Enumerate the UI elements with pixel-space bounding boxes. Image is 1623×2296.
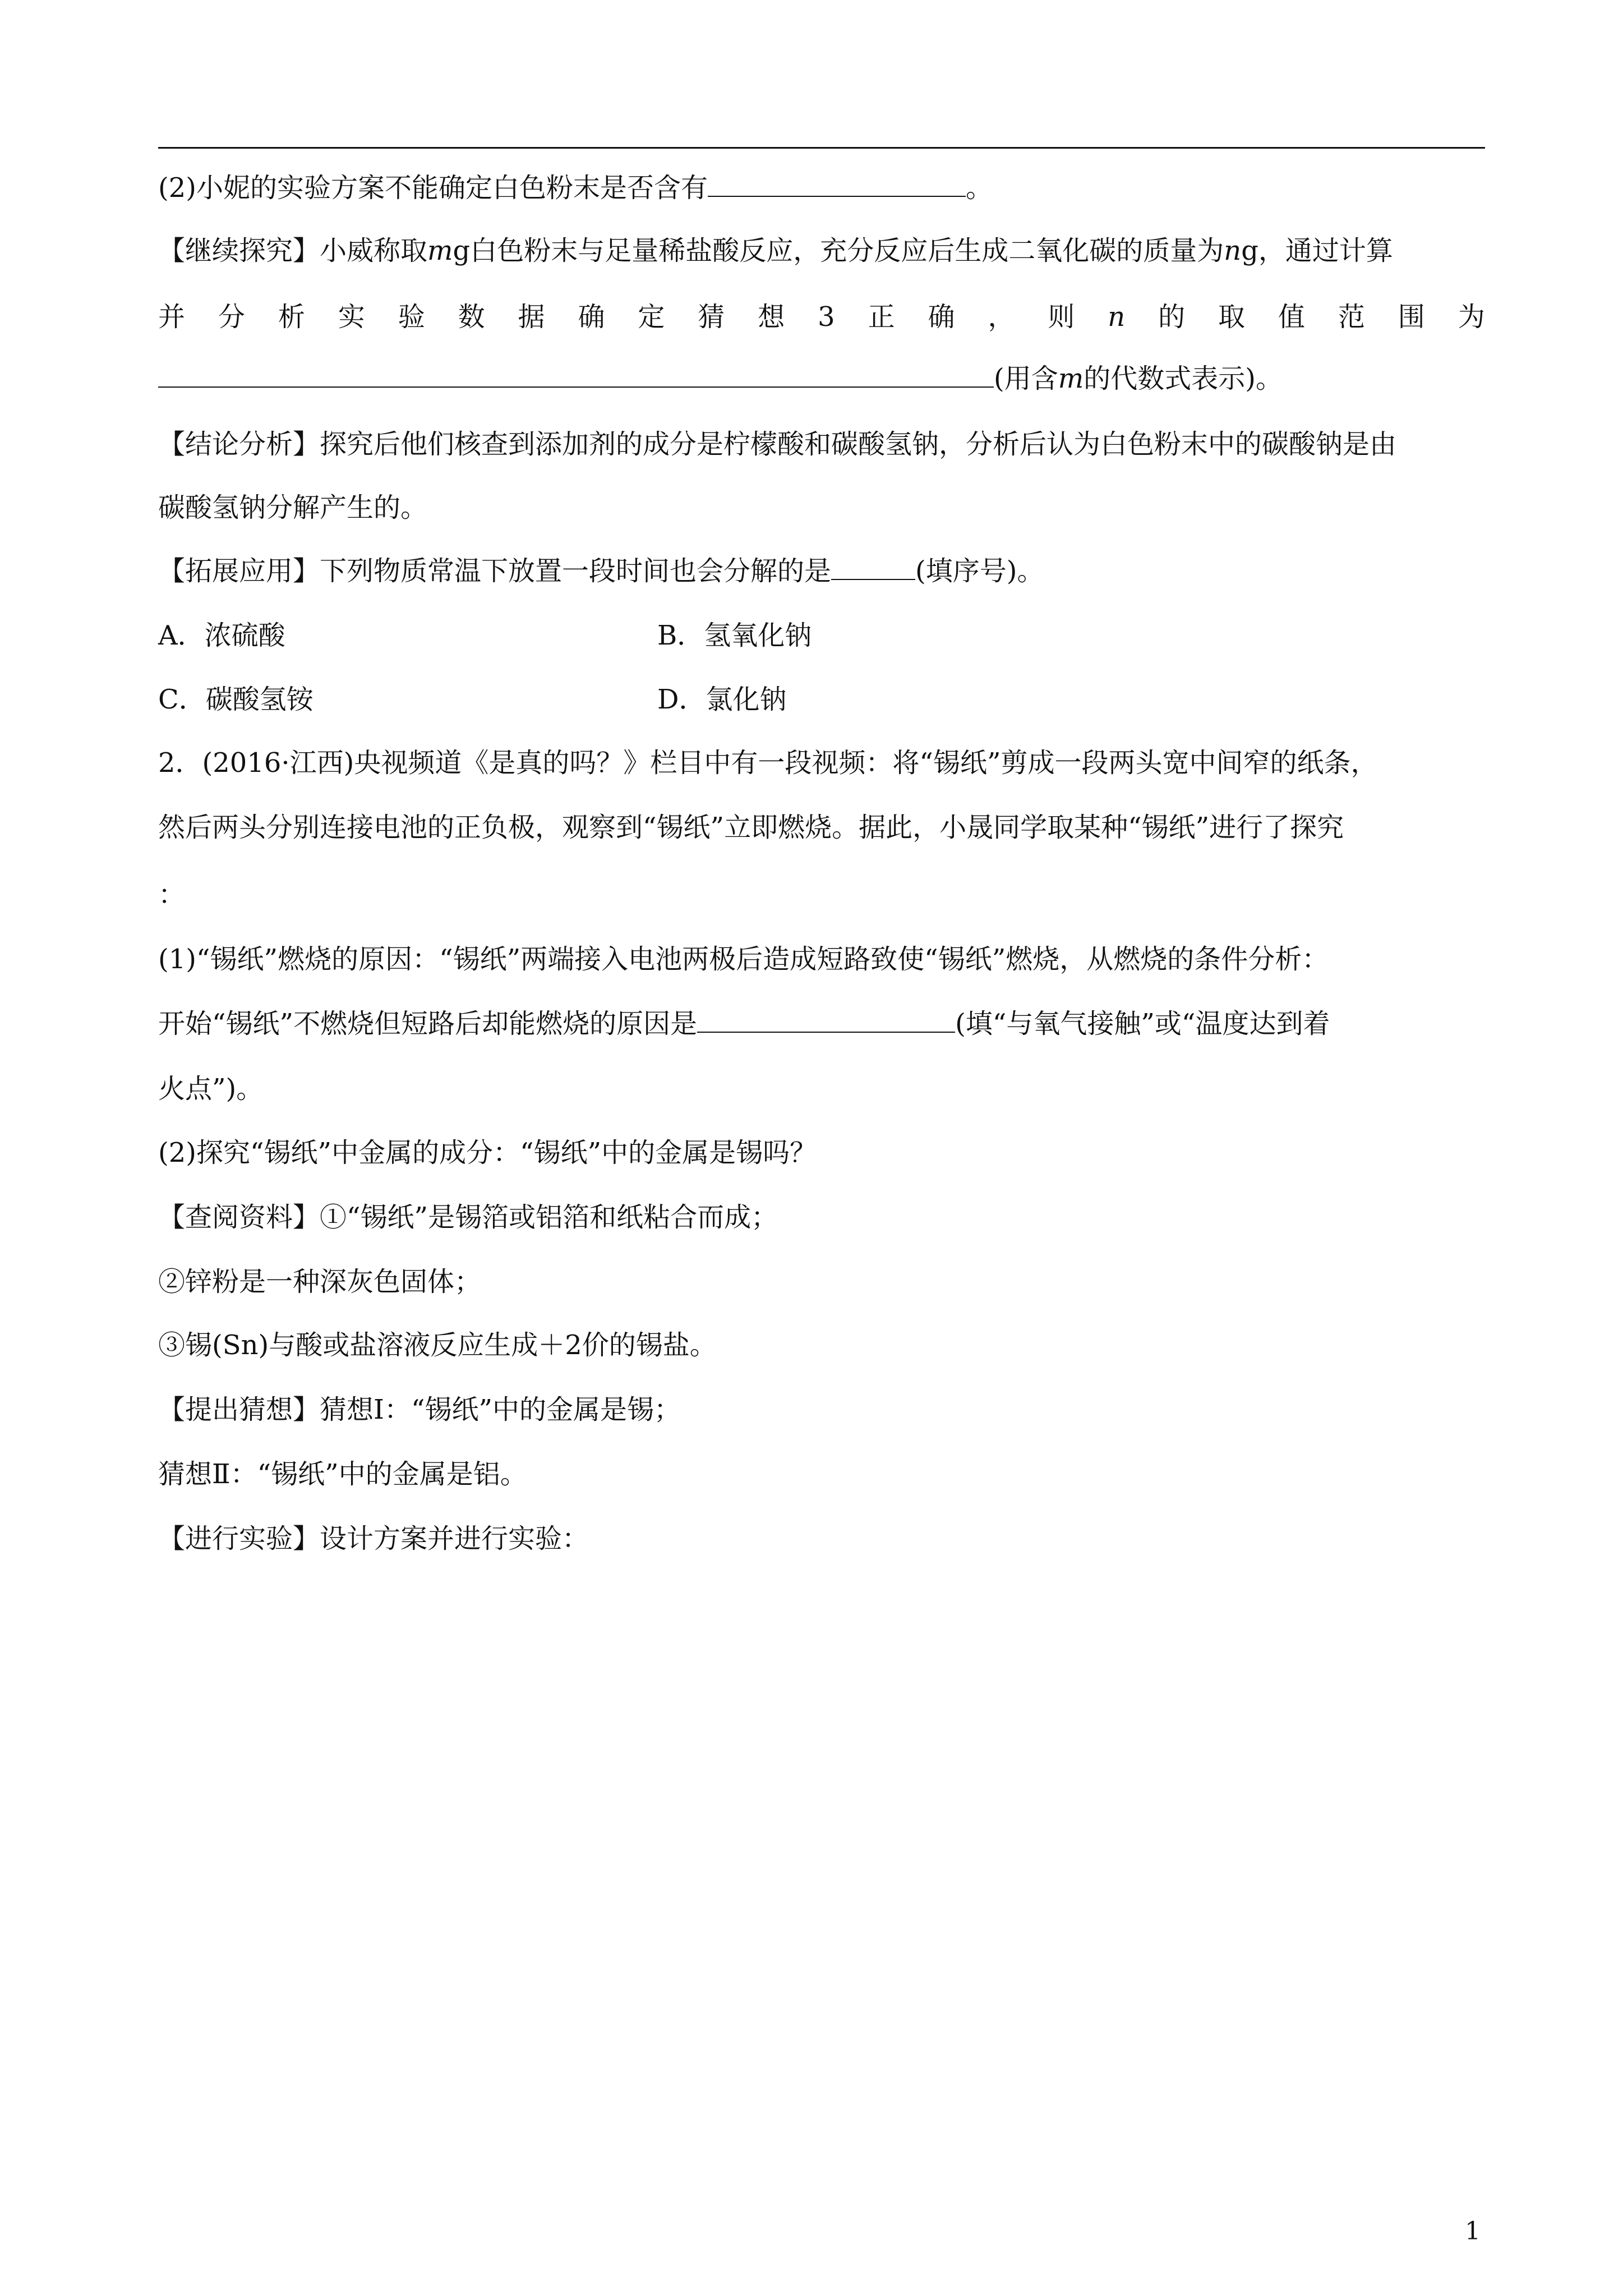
char: 并 [158,301,186,333]
hypothesis-text: 【提出猜想】猜想Ⅰ：“锡纸”中的金属是锡； [158,1394,681,1425]
option-a: A．浓硫酸 [158,620,285,651]
q2-p1-text: (1)“锡纸”燃烧的原因：“锡纸”两端接入电池两极后造成短路致使“锡纸”燃烧，从燃烧的条件分析： [158,944,1329,975]
text-run: g，通过计算 [1241,235,1393,266]
ref-line2 [158,1262,1485,1301]
q2-text: ： [158,879,186,910]
char: 确 [928,301,955,333]
char: 想 [758,301,785,333]
variable-m: m [427,235,453,266]
char: 据 [518,301,545,333]
text-run: 小威称取 [320,235,428,266]
continue-explore-line1 [158,231,1485,270]
q2-p1-line1 [158,940,1485,979]
q1-part2-line [158,168,1485,208]
text-run: 的代数式表示)。 [1083,363,1283,394]
q2-text: 2．(2016·江西)央视频道《是真的吗？》栏目中有一段视频：将“锡纸”剪成一段两头宽中间窄的纸条， [158,747,1378,779]
reference-text: ③锡(Sn)与酸或盐溶液反应生成＋2价的锡盐。 [158,1329,717,1361]
variable-n: n [1224,235,1242,266]
q1-part2-text: (2)小妮的实验方案不能确定白色粉末是否含有 [158,172,708,204]
char: 实 [338,301,365,333]
char: 析 [278,301,305,333]
q2-p2-line [158,1133,1485,1172]
answer-blank[interactable] [708,171,966,197]
conclusion-line1 [158,425,1485,464]
ref-line3 [158,1326,1485,1365]
char: 围 [1398,301,1425,333]
experiment-line [158,1519,1485,1558]
extend-line [158,551,1485,591]
char: 则 [1048,301,1075,333]
experiment-text: 【进行实验】设计方案并进行实验： [158,1523,589,1554]
char: 值 [1278,301,1305,333]
q2-p1-text: 开始“锡纸”不燃烧但短路后却能燃烧的原因是 [158,1008,698,1039]
reference-text: ②锌粉是一种深灰色固体； [158,1266,482,1297]
q2-text: 然后两头分别连接电池的正负极，观察到“锡纸”立即燃烧。据此，小晟同学取某种“锡纸”进行了探究 [158,812,1344,843]
header-rule [158,147,1485,149]
ref-line1 [158,1198,1485,1237]
conclusion-line2 [158,488,1485,527]
hypothesis-line2 [158,1455,1485,1494]
q2-line1 [158,743,1485,783]
conclusion-text: 碳酸氢钠分解产生的。 [158,492,428,523]
q2-line3 [158,875,1485,914]
option-b: B．氢氧化钠 [657,620,812,651]
char: 分 [218,301,245,333]
option-d: D．氯化钠 [657,684,787,715]
char: 的 [1158,301,1186,333]
q2-p1-line2 [158,1004,1485,1043]
q2-line2 [158,808,1485,847]
hypothesis-text: 猜想Ⅱ：“锡纸”中的金属是铝。 [158,1458,527,1490]
answer-blank[interactable] [158,362,994,388]
q2-p2-text: (2)探究“锡纸”中金属的成分：“锡纸”中的金属是锡吗？ [158,1137,817,1168]
char: 猜 [698,301,725,333]
q2-p1-text: 火点”)。 [158,1073,264,1105]
answer-blank[interactable] [697,1007,955,1033]
q2-p1-text: (填“与氧气接触”或“温度达到着 [955,1008,1330,1039]
char: 取 [1218,301,1246,333]
options-row-1 [158,616,1485,655]
conclusion-text: 【结论分析】探究后他们核查到添加剂的成分是柠檬酸和碳酸氢钠，分析后认为白色粉末中的碳酸钠是由 [158,429,1397,460]
page-number: 1 [1465,2217,1481,2246]
reference-text: 【查阅资料】①“锡纸”是锡箔或铝箔和纸粘合而成； [158,1202,778,1233]
char: 范 [1338,301,1365,333]
text-run: (用含 [994,363,1058,394]
hypothesis-line1 [158,1390,1485,1429]
char: 数 [458,301,485,333]
text-run: g白色粉末与足量稀盐酸反应，充分反应后生成二氧化碳的质量为 [453,235,1224,266]
variable-n: n [1108,301,1126,333]
answer-blank[interactable] [831,554,915,580]
char: 确 [578,301,605,333]
extend-text: 【拓展应用】下列物质常温下放置一段时间也会分解的是 [158,555,832,587]
section-heading: 【继续探究】 [158,235,320,266]
variable-m: m [1058,363,1084,394]
q2-p1-line3 [158,1069,1485,1108]
options-row-2 [158,680,1485,719]
char: 正 [868,301,895,333]
extend-end: (填序号)。 [915,555,1044,587]
q1-part2-end: 。 [966,172,993,204]
continue-explore-line3 [158,359,1485,398]
char: 定 [638,301,665,333]
continue-explore-line2 [158,297,1485,337]
char: 验 [398,301,425,333]
option-c: C．碳酸氢铵 [158,684,313,715]
char: ， [988,301,1015,333]
char: 3 [818,301,835,333]
char: 为 [1458,301,1485,333]
